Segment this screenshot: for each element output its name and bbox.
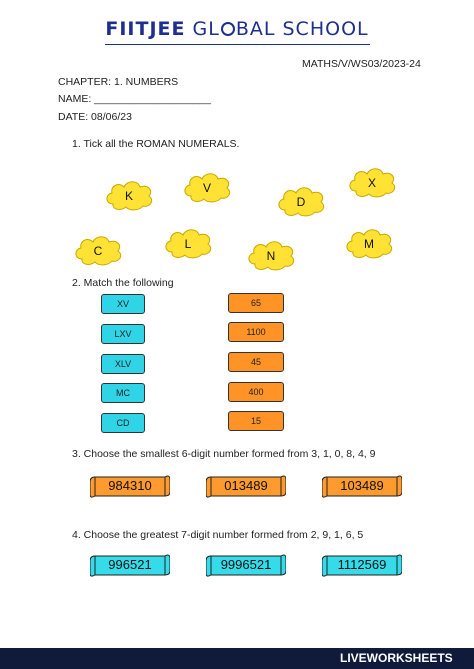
cloud-letter: V (202, 181, 212, 195)
q4-option-2[interactable] (206, 553, 286, 579)
question-4-text: 4. Choose the greatest 7-digit number formed from 2, 9, 1, 6, 5 (72, 529, 364, 541)
worksheet-code: MATHS/V/WS03/2023-24 (302, 58, 421, 70)
cloud-x[interactable] (346, 165, 398, 199)
cloud-shape (343, 226, 395, 260)
match-left-4[interactable]: MC (101, 383, 145, 403)
cloud-m[interactable] (343, 226, 395, 260)
cloud-letter: C (93, 244, 103, 258)
scroll-value: 984310 (108, 478, 152, 493)
name-line: NAME: ____________________ (58, 93, 211, 105)
chapter-line: CHAPTER: 1. NUMBERS (58, 76, 179, 88)
q4-option-1[interactable] (90, 553, 170, 579)
cloud-letter: D (296, 195, 306, 209)
question-2-text: 2. Match the following (72, 277, 174, 289)
q4-option-3[interactable] (322, 553, 402, 579)
cloud-shape (103, 178, 155, 212)
cloud-letter: X (367, 176, 377, 190)
logo-rest-text: BAL SCHOOL (235, 18, 369, 40)
cloud-letter: N (266, 249, 276, 263)
scroll-value: 103489 (340, 478, 384, 493)
cloud-letter: L (184, 237, 192, 251)
scroll-value: 1112569 (337, 557, 387, 572)
cloud-n[interactable] (245, 238, 297, 272)
match-right-2[interactable]: 1100 (228, 322, 284, 342)
q3-option-3[interactable] (322, 474, 402, 500)
header-rule (105, 44, 370, 45)
cloud-shape (275, 184, 327, 218)
cloud-letter: K (124, 189, 134, 203)
match-left-5[interactable]: CD (101, 413, 145, 433)
scroll-value: 996521 (108, 557, 152, 572)
cloud-shape (245, 238, 297, 272)
q3-option-2[interactable] (206, 474, 286, 500)
cloud-shape (181, 170, 233, 204)
q3-option-1[interactable] (90, 474, 170, 500)
school-logo (0, 18, 474, 40)
cloud-v[interactable] (181, 170, 233, 204)
cloud-shape (346, 165, 398, 199)
cloud-c[interactable] (72, 233, 124, 267)
date-line: DATE: 08/06/23 (58, 111, 132, 123)
cloud-k[interactable] (103, 178, 155, 212)
logo-gl-text: GL (192, 18, 220, 40)
logo-fiitjee-text: FIITJEE (105, 18, 186, 40)
match-right-4[interactable]: 400 (228, 382, 284, 402)
scroll-value: 9996521 (220, 557, 272, 572)
cloud-shape (162, 226, 214, 260)
match-right-1[interactable]: 65 (228, 293, 284, 313)
match-left-2[interactable]: LXV (101, 324, 145, 344)
match-right-3[interactable]: 45 (228, 352, 284, 372)
question-3-text: 3. Choose the smallest 6-digit number formed from 3, 1, 0, 8, 4, 9 (72, 448, 376, 460)
scroll-value: 013489 (224, 478, 268, 493)
footer-brand: LIVEWORKSHEETS (340, 651, 453, 665)
match-right-5[interactable]: 15 (228, 411, 284, 431)
cloud-letter: M (364, 237, 374, 251)
match-left-1[interactable]: XV (101, 294, 145, 314)
question-1-text: 1. Tick all the ROMAN NUMERALS. (72, 138, 240, 150)
globe-icon (221, 22, 235, 36)
cloud-shape (72, 233, 124, 267)
footer-bar (0, 648, 474, 669)
cloud-l[interactable] (162, 226, 214, 260)
match-left-3[interactable]: XLV (101, 354, 145, 374)
cloud-d[interactable] (275, 184, 327, 218)
